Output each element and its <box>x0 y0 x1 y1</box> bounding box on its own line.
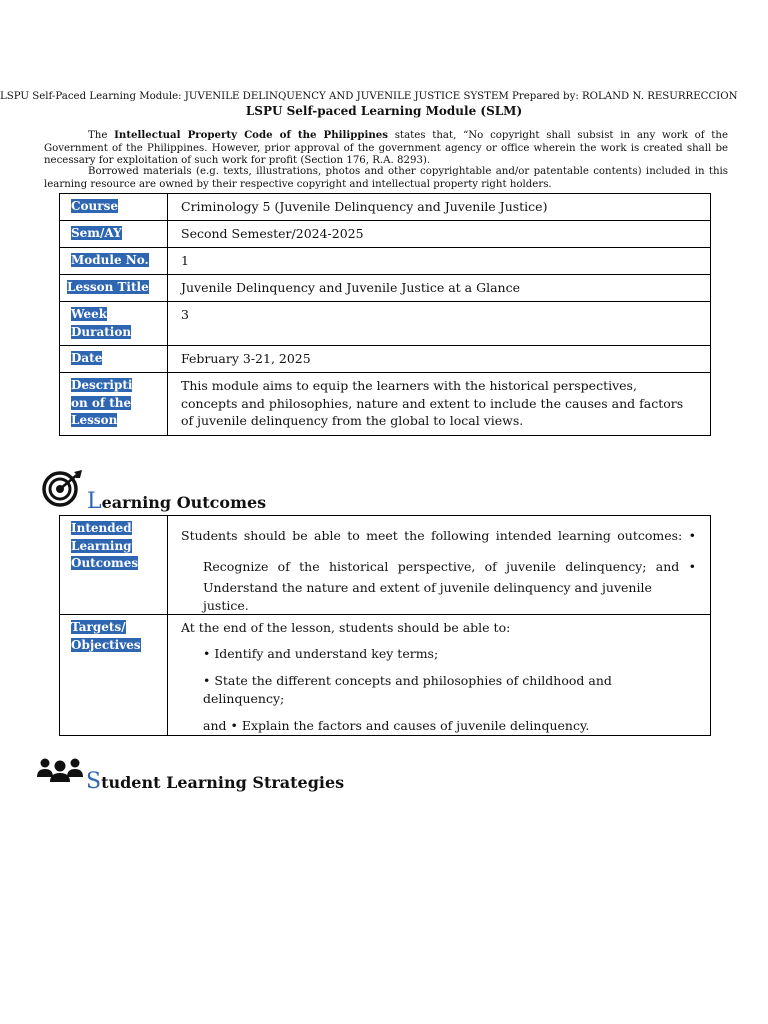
table-row <box>60 275 711 302</box>
table-row <box>60 302 711 346</box>
module-label: Module No. <box>71 253 149 267</box>
week-label-cell <box>60 302 168 346</box>
week-value: 3 <box>168 302 711 346</box>
ip-code-name: Intellectual Property Code of the Philippines <box>114 129 388 141</box>
table-row <box>60 194 711 221</box>
target-icon <box>40 470 84 508</box>
sem-label: Sem/AY <box>71 226 122 240</box>
heading-initial: S <box>86 769 102 794</box>
targets-item-1: • Identify and understand key terms; <box>203 645 439 661</box>
table-row <box>60 221 711 248</box>
table-row <box>60 615 711 736</box>
sem-label-cell <box>60 221 168 248</box>
targets-item-2: • State the different concepts and philosophies of childhood and delinquency; <box>203 673 612 706</box>
table-row <box>60 373 711 436</box>
heading-text: earning Outcomes <box>101 493 267 512</box>
document-title: LSPU Self-paced Learning Module (SLM) <box>245 104 523 118</box>
borrowed-materials-paragraph: Borrowed materials (e.g. texts, illustrations, photos and other copyrightable and/or patentable contents) included in this learning resource are owned by their respective copyright and intellectual property right holders. <box>44 166 728 190</box>
date-label-cell <box>60 346 168 373</box>
targets-label: Targets/ Objectives <box>71 620 141 652</box>
targets-label-cell <box>60 615 168 736</box>
course-label: Course <box>71 199 118 213</box>
strategies-heading <box>86 769 344 794</box>
running-head: LSPU Self-Paced Learning Module: JUVENILE DELINQUENCY AND JUVENILE JUSTICE SYSTEM Prepared by: ROLAND N. RESURRECCION <box>0 91 738 102</box>
copyright-paragraph <box>44 129 728 168</box>
table-row <box>60 346 711 373</box>
date-label: Date <box>71 351 103 365</box>
copyright-rest: states that, “No copyright shall subsist in any work of the Government of the Philippines. However, prior approval of the government agency or office wherein the work is created shall be necessary for exploitation of such work for profit (Section 176, R.A. 8293). <box>44 130 728 167</box>
description-value: This module aims to equip the learners with the historical perspectives, concepts and philosophies, nature and extent to include the causes and factors of juvenile delinquency from the global to local views. <box>168 373 711 436</box>
targets-intro: At the end of the lesson, students should be able to: <box>181 620 511 635</box>
heading-text: tudent Learning Strategies <box>101 773 345 792</box>
lesson-title-value: Juvenile Delinquency and Juvenile Justice at a Glance <box>168 275 711 302</box>
learning-outcomes-heading <box>87 489 266 514</box>
intended-line-3: Understand the nature and extent of juvenile delinquency and juvenile justice. <box>203 580 652 613</box>
table-row <box>60 516 711 615</box>
week-label: Week Duration <box>71 307 132 339</box>
course-info-table <box>59 193 711 436</box>
targets-item-3: and • Explain the factors and causes of juvenile delinquency. <box>203 718 590 733</box>
intended-line-2: Recognize of the historical perspective, of juvenile delinquency; and • <box>203 558 696 574</box>
learning-outcomes-table <box>59 515 711 736</box>
description-label-cell <box>60 373 168 436</box>
table-row <box>60 248 711 275</box>
lesson-title-label-cell <box>60 275 168 302</box>
intended-label: Intended Learning Outcomes <box>71 521 139 570</box>
course-value: Criminology 5 (Juvenile Delinquency and Juvenile Justice) <box>168 194 711 221</box>
module-label-cell <box>60 248 168 275</box>
group-icon <box>36 757 84 785</box>
heading-initial: L <box>87 489 102 514</box>
description-label: Description of the Lesson <box>71 378 133 427</box>
date-value: February 3-21, 2025 <box>168 346 711 373</box>
lesson-title-label: Lesson Title <box>67 280 149 294</box>
module-value: 1 <box>168 248 711 275</box>
targets-value <box>168 615 711 736</box>
intended-label-cell <box>60 516 168 615</box>
intended-line-1: Students should be able to meet the following intended learning outcomes: • <box>181 528 696 543</box>
intended-value <box>168 516 711 615</box>
sem-value: Second Semester/2024-2025 <box>168 221 711 248</box>
course-label-cell <box>60 194 168 221</box>
copyright-lead: The <box>88 130 115 141</box>
